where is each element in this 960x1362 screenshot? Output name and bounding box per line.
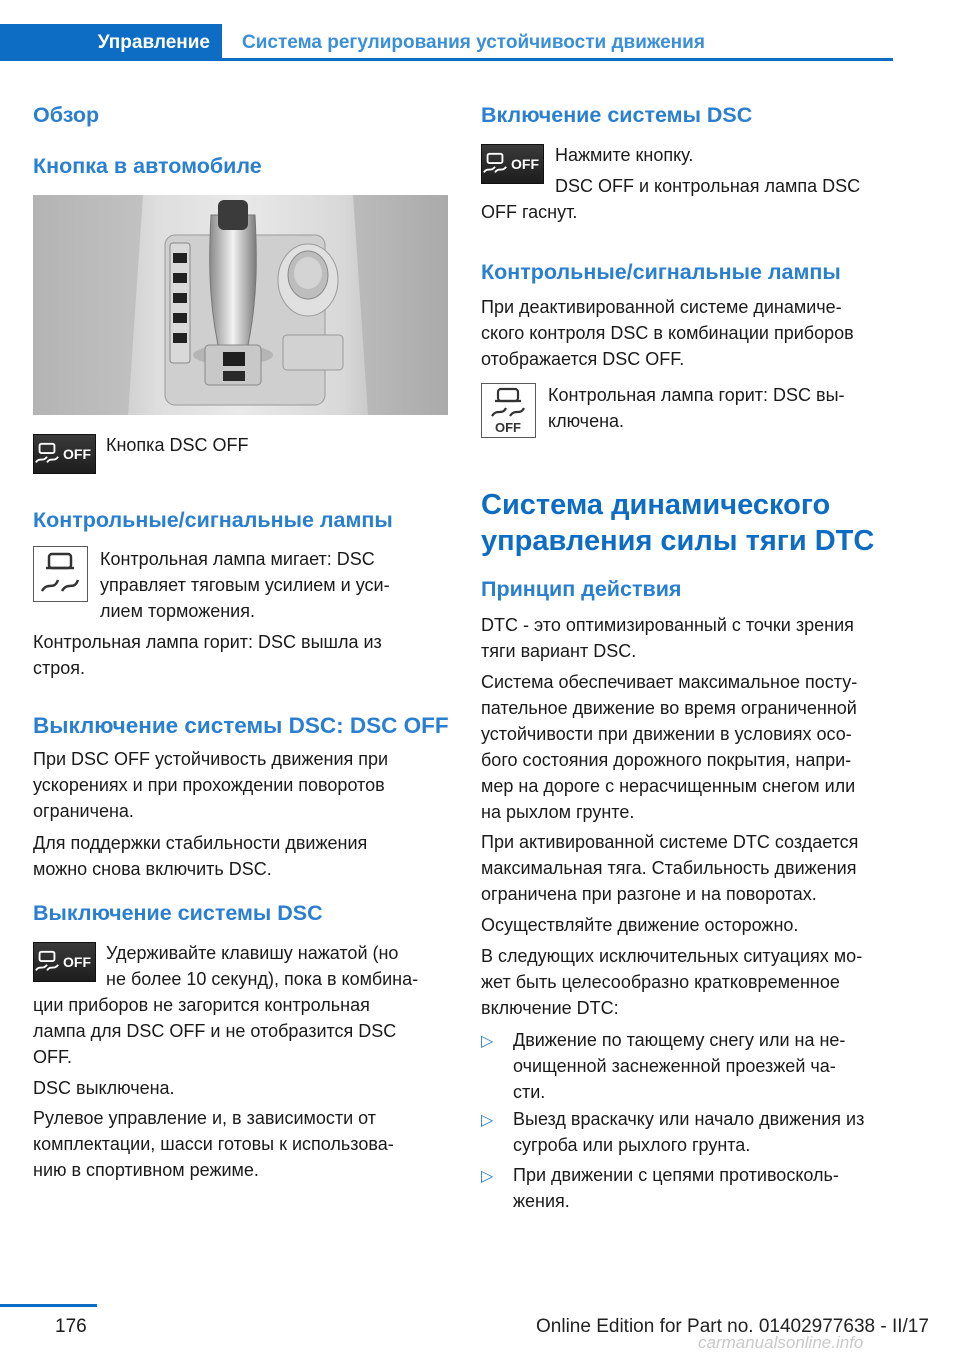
off-label: OFF <box>63 446 91 462</box>
sys-line-1: Система обеспечивает максимальное посту- <box>481 672 858 692</box>
page-number: 176 <box>55 1316 87 1337</box>
bullet-1-line-2: очищенной заснеженной проезжей ча- <box>513 1056 836 1076</box>
bullet-3-line-2: жения. <box>513 1191 570 1211</box>
lamp-blink-line-2: управляет тяговым усилием и уси- <box>100 575 390 595</box>
heading-dtc-line-2: управления силы тяги DTC <box>481 525 875 557</box>
bullet-1-line-3: сти. <box>513 1082 546 1102</box>
sys-line-6: на рыхлом грунте. <box>481 802 635 822</box>
console-photo-illustration <box>33 195 448 415</box>
steer-line-3: нию в спортивном режиме. <box>33 1160 259 1180</box>
skidding-car-icon <box>34 547 86 600</box>
dtc-def-line-1: DTC - это оптимизированный с точки зрения <box>481 615 854 635</box>
dsc-off-p1-line-2: ускорениях и при прохождении поворотов <box>33 775 385 795</box>
deact-line-1: При деактивированной системе динамиче- <box>481 297 842 317</box>
hold-line-1: Удерживайте клавишу нажатой (но <box>106 943 399 963</box>
lamp-on-line-1: Контрольная лампа горит: DSC вышла из <box>33 632 382 652</box>
hold-line-2: не более 10 секунд), пока в комбина- <box>106 969 419 989</box>
lamp-off-line-2: ключена. <box>548 411 625 431</box>
dsc-off-button-icon-2 <box>33 942 96 982</box>
console-photo <box>33 195 448 415</box>
deact-line-2: ского контроля DSC в комбинации приборов <box>481 323 854 343</box>
bullet-marker: ▷ <box>481 1112 494 1129</box>
dsc-off-p1-line-1: При DSC OFF устойчивость движения при <box>33 749 389 769</box>
watermark: carmanualsonline.info <box>698 1333 864 1352</box>
heading-warning-lamps-right: Контрольные/сигнальные лампы <box>481 260 841 284</box>
skidding-car-icon <box>34 441 60 467</box>
bullet-1-line-1: Движение по тающему снегу или на не- <box>513 1030 846 1050</box>
header-rule <box>0 58 893 61</box>
lamp-blink-line-1: Контрольная лампа мигает: DSC <box>100 549 375 569</box>
act-line-1: При активированной системе DTC создается <box>481 832 859 852</box>
dsc-warning-lamp-icon <box>33 546 88 602</box>
heading-button-in-car: Кнопка в автомобиле <box>33 154 262 178</box>
off-label: OFF <box>511 156 539 172</box>
bullet-marker: ▷ <box>481 1168 494 1185</box>
heading-principle: Принцип действия <box>481 577 682 601</box>
heading-dtc-line-1: Система динамического <box>481 489 831 521</box>
footer-rule <box>0 1304 97 1307</box>
heading-dsc-on: Включение системы DSC <box>481 103 753 127</box>
dsc-off-button-icon-3 <box>481 144 544 184</box>
skidding-car-off-icon <box>482 384 534 436</box>
press-button: Нажмите кнопку. <box>555 145 694 165</box>
hold-line-5: OFF. <box>33 1047 72 1067</box>
bullet-3-line-1: При движении с цепями противосколь- <box>513 1165 839 1185</box>
bullet-2-line-1: Выезд враскачку или начало движения из <box>513 1109 865 1129</box>
situations-line-1: В следующих исключительных ситуациях мо- <box>481 946 863 966</box>
situations-line-2: жет быть целесообразно кратковременное <box>481 972 840 992</box>
dsc-off-p2-line-2: можно снова включить DSC. <box>33 859 272 879</box>
lamp-blink-line-3: лием торможения. <box>100 601 255 621</box>
sys-line-2: пательное движение во время ограниченной <box>481 698 857 718</box>
dtc-def-line-2: тяги вариант DSC. <box>481 641 637 661</box>
sys-line-3: устойчивости при движении в условиях осо- <box>481 724 852 744</box>
hold-line-4: лампа для DSC OFF и не отобразится DSC <box>33 1021 397 1041</box>
bullet-marker: ▷ <box>481 1033 494 1050</box>
heading-dsc-off-2: Выключение системы DSC <box>33 901 323 925</box>
off-lamp-label: OFF <box>495 420 521 435</box>
press-result-line-2: OFF гаснут. <box>481 202 578 222</box>
deact-line-3: отображается DSC OFF. <box>481 349 685 369</box>
press-result-line-1: DSC OFF и контрольная лампа DSC <box>555 176 861 196</box>
section-title: Система регулирования устойчивости движения <box>242 31 705 53</box>
heading-warning-lamps: Контрольные/сигнальные лампы <box>33 508 393 532</box>
sys-line-4: бого состояния дорожного покрытия, напри- <box>481 750 852 770</box>
dsc-disabled: DSC выключена. <box>33 1078 175 1098</box>
heading-dsc-off: Выключение системы DSC: DSC OFF <box>33 713 449 738</box>
lamp-on-line-2: строя. <box>33 658 86 678</box>
bullet-2-line-2: сугроба или рыхлого грунта. <box>513 1135 751 1155</box>
edition-note: Online Edition for Part no. 01402977638 - II/17 <box>536 1316 929 1337</box>
chapter-tab: Управление <box>0 24 222 61</box>
drive-carefully: Осуществляйте движение осторожно. <box>481 915 799 935</box>
dsc-off-p1-line-3: ограничена. <box>33 801 134 821</box>
dsc-off-p2-line-1: Для поддержки стабильности движения <box>33 833 368 853</box>
steer-line-2: комплектации, шасси готовы к использова- <box>33 1134 394 1154</box>
dsc-off-button-icon <box>33 434 96 474</box>
act-line-3: ограничена при разгоне и на поворотах. <box>481 884 817 904</box>
hold-line-3: ции приборов не загорится контрольная <box>33 995 370 1015</box>
dsc-off-lamp-icon <box>481 383 536 438</box>
skidding-car-icon <box>482 151 508 177</box>
steer-line-1: Рулевое управление и, в зависимости от <box>33 1108 377 1128</box>
act-line-2: максимальная тяга. Стабильность движения <box>481 858 857 878</box>
situations-line-3: включение DTC: <box>481 998 619 1018</box>
heading-overview: Обзор <box>33 103 100 127</box>
sys-line-5: мер на дороге с нерасчищенным снегом или <box>481 776 856 796</box>
caption-dsc-off-button: Кнопка DSC OFF <box>106 435 249 455</box>
skidding-car-icon <box>34 949 60 975</box>
lamp-off-line-1: Контрольная лампа горит: DSC вы- <box>548 385 845 405</box>
off-label: OFF <box>63 954 91 970</box>
